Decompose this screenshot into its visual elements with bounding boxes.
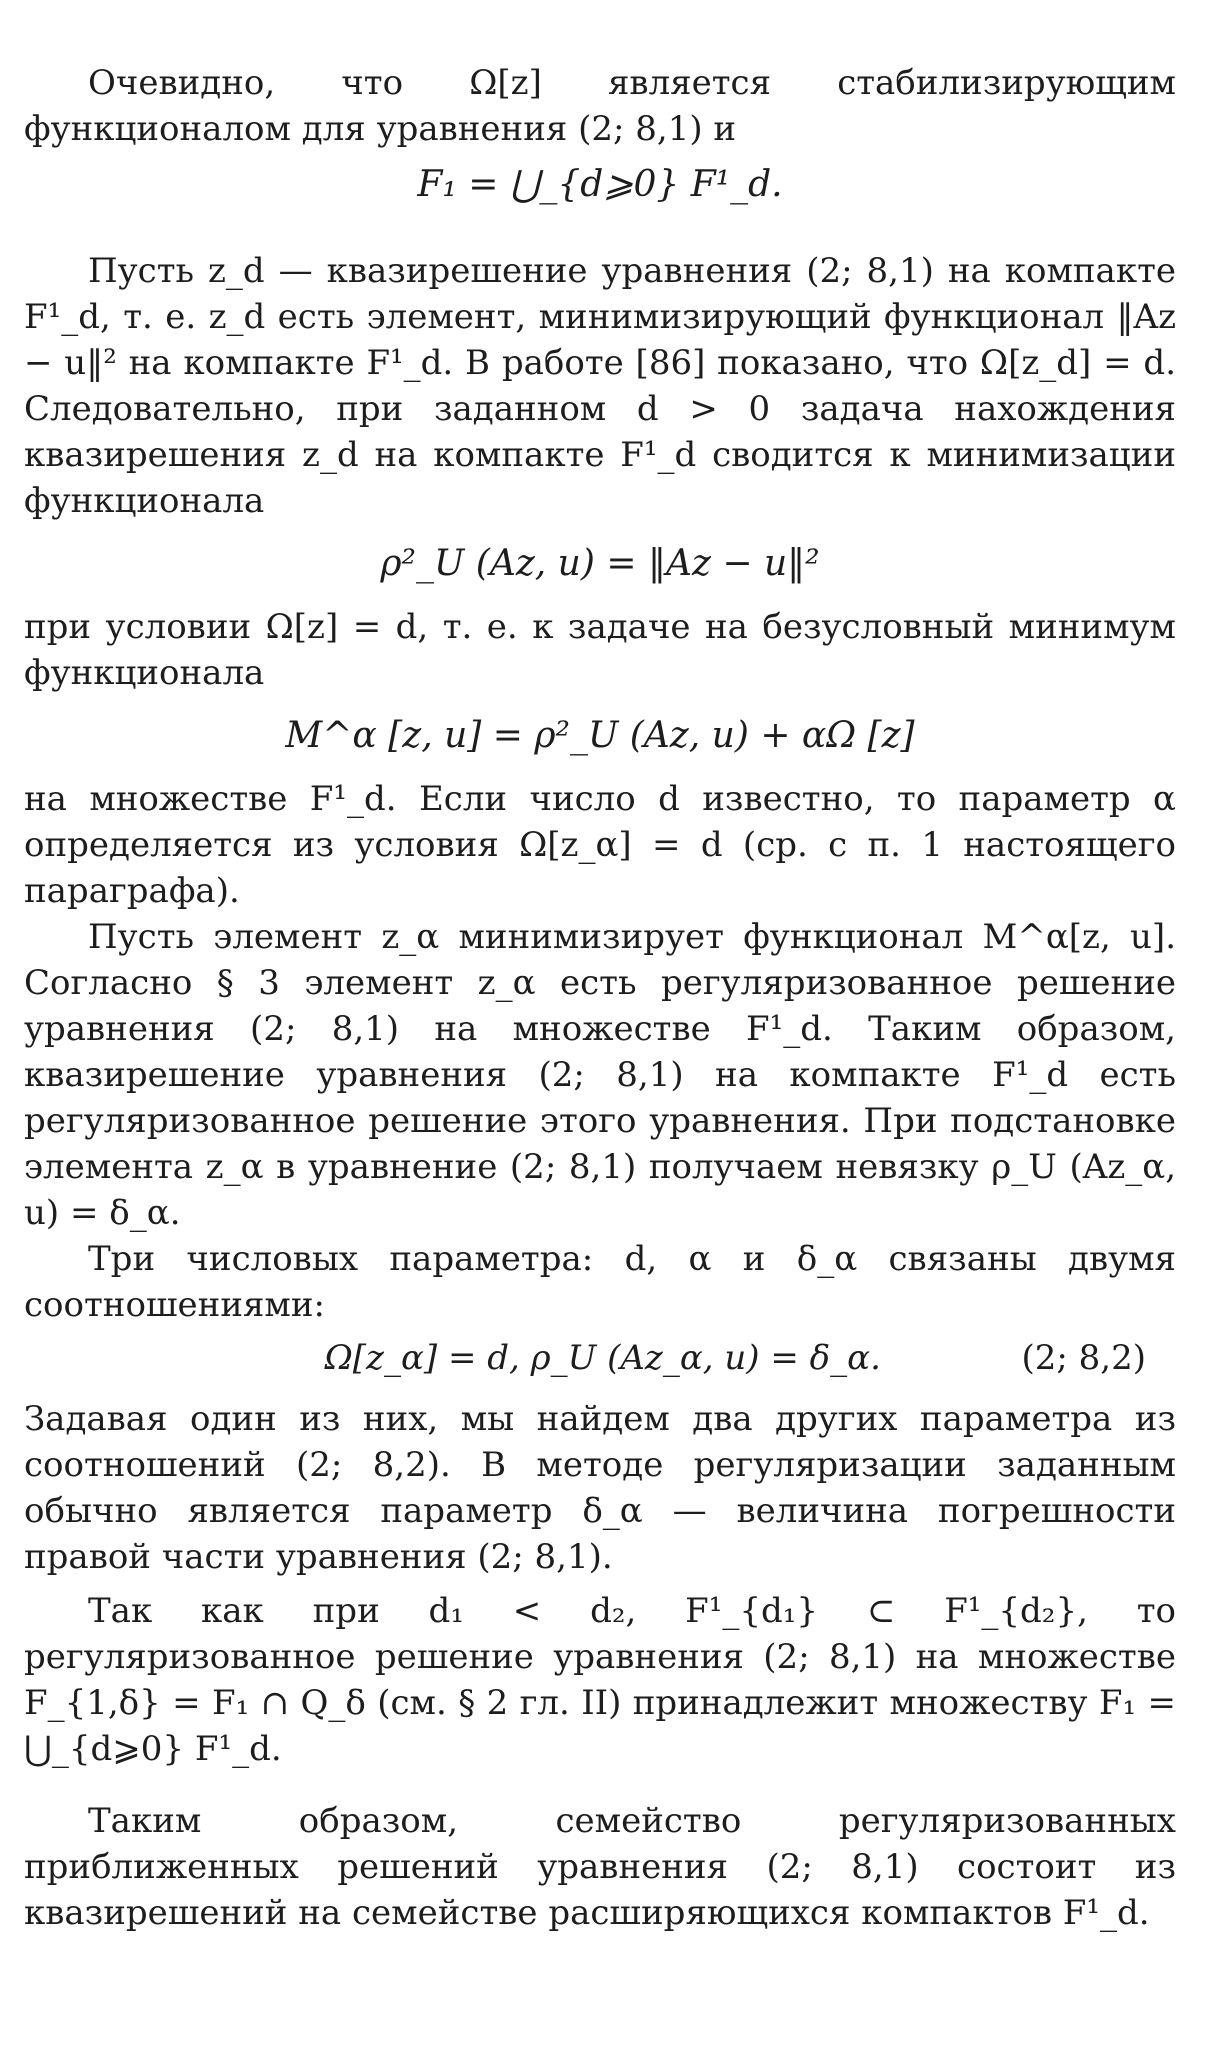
paragraph: Три числовых параметра: d, α и δ_α связаны двумя соотношениями: (24, 1239, 1176, 1325)
paragraph: Задавая один из них, мы найдем два других параметра из соотношений (2; 8,2). В методе регуляризации заданным обычно является параметр δ_α — величина погрешности правой части уравнения (2; 8,1). (24, 1399, 1176, 1577)
formula-expression: Ω[z_α] = d, ρ_U (Az_α, u) = δ_α. (324, 1338, 881, 1378)
paragraph: Так как при d₁ < d₂, F¹_{d₁} ⊂ F¹_{d₂}, то регуляризованное решение уравнения (2; 8,1) на множестве F_{1,δ} = F₁ ∩ Q_δ (см. § 2 гл. II) принадлежит множеству F₁ = ⋃_{d⩾0} F¹_d. (24, 1591, 1176, 1769)
paragraph: Очевидно, что Ω[z] является стабилизирующим функционалом для уравнения (2; 8,1) и (24, 63, 1176, 149)
formula-union: F₁ = ⋃_{d⩾0} F¹_d. (417, 164, 783, 205)
equation-number: (2; 8,2) (1021, 1338, 1146, 1378)
paragraph: Таким образом, семейство регуляризованных приближенных решений уравнения (2; 8,1) состоит из квазирешений на семействе расширяющихся компактов F¹_d. (24, 1801, 1176, 1933)
formula-functional: M^α [z, u] = ρ²_U (Az, u) + αΩ [z] (285, 715, 915, 756)
paragraph: на множестве F¹_d. Если число d известно, то параметр α определяется из условия Ω[z_α] = d (ср. с п. 1 настоящего параграфа). (24, 779, 1176, 911)
paragraph: Пусть z_d — квазирешение уравнения (2; 8,1) на компакте F¹_d, т. е. z_d есть элемент, минимизирующий функционал ‖Az − u‖² на компакте F¹_d. В работе [86] показано, что Ω[z_d] = d. Следовательно, при заданном d > 0 задача нахождения квазирешения z_d на компакте F¹_d сводится к минимизации функционала (24, 251, 1176, 521)
paragraph: при условии Ω[z] = d, т. е. к задаче на безусловный минимум функционала (24, 607, 1176, 693)
formula-numbered (24, 1332, 1176, 1384)
page-body (24, 60, 1176, 1936)
formula-norm: ρ²_U (Az, u) = ‖Az − u‖² (380, 543, 820, 584)
paragraph: Пусть элемент z_α минимизирует функционал M^α[z, u]. Согласно § 3 элемент z_α есть регуляризованное решение уравнения (2; 8,1) на множестве F¹_d. Таким образом, квазирешение уравнения (2; 8,1) на компакте F¹_d есть регуляризованное решение этого уравнения. При подстановке элемента z_α в уравнение (2; 8,1) получаем невязку ρ_U (Az_α, u) = δ_α. (24, 917, 1176, 1233)
